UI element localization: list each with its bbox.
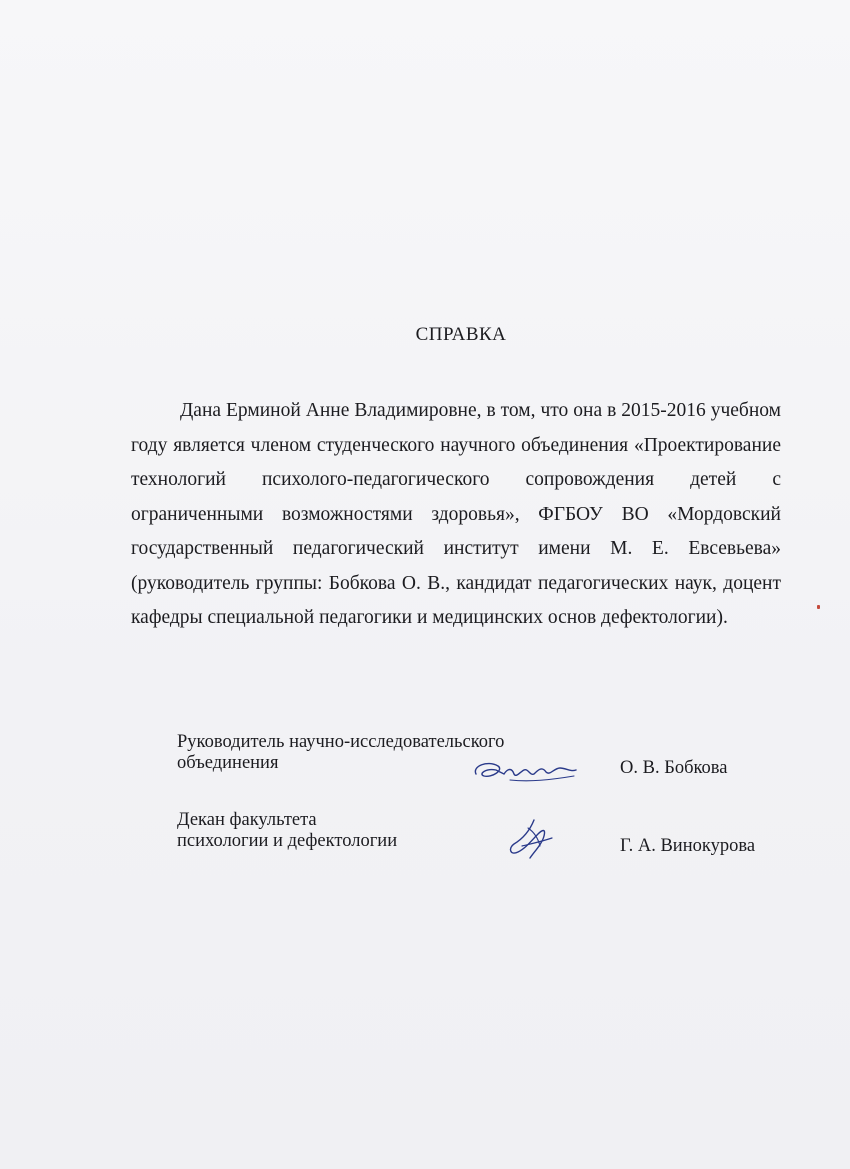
signatory-2-role-line1: Декан факультета <box>177 810 317 830</box>
signatory-1-name: О. В. Бобкова <box>620 758 728 778</box>
signature-2-image <box>504 816 560 862</box>
signatory-2-name: Г. А. Винокурова <box>620 836 756 856</box>
body-paragraph: Дана Ерминой Анне Владимировне, в том, что она в 2015-2016 учебном году является членом студенческого научного объединения «Проектирование технологий психолого-педагогического сопровождения детей с ограниченными возможностями здоровья», ФГБОУ ВО «Мордовский государственный педагогический институт имени М. Е. Евсевьева» (руководитель группы: Бобкова О. В., кандидат педагогических наук, доцент кафедры специальной педагогики и медицинских основ дефектологии). <box>131 400 781 628</box>
document-title: СПРАВКА <box>415 324 507 345</box>
document-body <box>131 394 781 636</box>
signatory-1-role-line1: Руководитель научно-исследовательского <box>177 732 505 752</box>
signatory-1-role-line2: объединения <box>177 753 279 773</box>
signature-1-image <box>470 754 582 788</box>
signatory-2-role-line2: психологии и дефектологии <box>177 831 398 851</box>
paper-speck <box>817 605 820 609</box>
